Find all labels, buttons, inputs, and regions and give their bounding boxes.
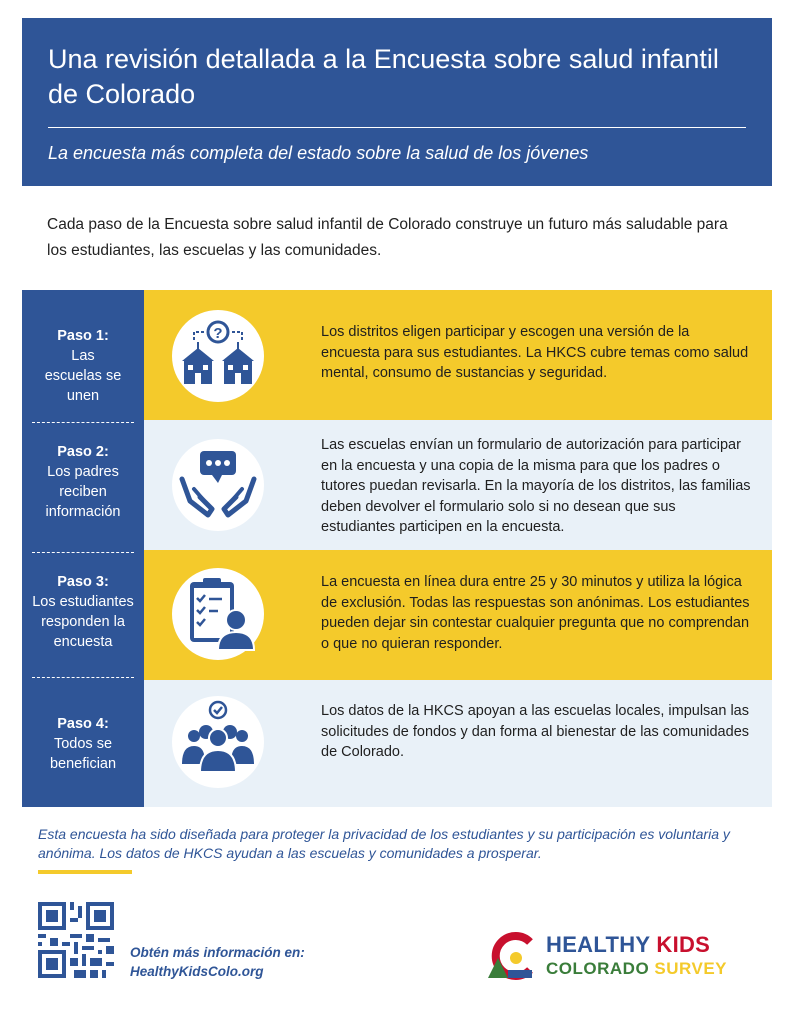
step-1-label xyxy=(22,326,144,406)
steps-section xyxy=(22,290,772,807)
step-4-label xyxy=(22,714,144,774)
hands-message-icon xyxy=(172,439,264,531)
step-divider xyxy=(32,552,134,553)
accent-bar xyxy=(38,870,132,874)
step-2-title: Paso 2: xyxy=(57,444,109,460)
step-2-name: Los padres reciben información xyxy=(45,464,121,520)
step-divider xyxy=(32,422,134,423)
schools-question-icon xyxy=(172,310,264,402)
healthy-kids-logo xyxy=(484,932,744,980)
logo-survey: SURVEY xyxy=(654,959,728,978)
step-3-label xyxy=(22,572,144,652)
step-4-name: Todos se benefician xyxy=(49,736,117,772)
header-divider xyxy=(48,127,746,128)
step-3-title: Paso 3: xyxy=(57,574,109,590)
page-title: Una revisión detallada a la Encuesta sobre salud infantil de Colorado xyxy=(48,44,719,109)
page-subtitle: La encuesta más completa del estado sobre la salud de los jóvenes xyxy=(48,143,589,163)
step-1-name: Las escuelas se unen xyxy=(44,348,122,404)
step-4-description: Los datos de la HKCS apoyan a las escuelas locales, impulsan las solicitudes de fondos y dan forma al bienestar de las comunidades de Colorado. xyxy=(321,703,750,760)
step-2-description: Las escuelas envían un formulario de autorización para participar en la encuesta y una copia de la misma para que los padres o tutores puedan revisarla. En la mayoría de los distritos, las familias deben devolver el formulario solo si no desean que sus estudiantes participen en la encuesta. xyxy=(321,437,751,535)
logo-line-1 xyxy=(546,932,710,958)
step-1-description: Los distritos eligen participar y escogen una versión de la encuesta para sus estudiantes. La HKCS cubre temas como salud mental, consumo de sustancias y seguridad. xyxy=(321,324,749,381)
step-3-description: La encuesta en línea dura entre 25 y 30 minutos y utiliza la lógica de exclusión. Todas las respuestas son anónimas. Los estudiantes pueden dejar sin contestar cualquier pregunta que no comprendan o que no quieran responder. xyxy=(321,574,750,652)
step-3-name: Los estudiantes responden la encuesta xyxy=(32,594,134,650)
logo-colorado: COLORADO xyxy=(546,959,650,978)
logo-healthy: HEALTHY xyxy=(546,932,650,957)
step-1-title: Paso 1: xyxy=(57,328,109,344)
privacy-note: Esta encuesta ha sido diseñada para proteger la privacidad de los estudiantes y su participación es voluntaria y anónima. Los datos de HKCS ayudan a las escuelas y comunidades a prosperar. xyxy=(38,826,730,861)
header-banner xyxy=(22,18,772,186)
more-info-label: Obtén más información en: xyxy=(130,945,305,960)
logo-kids: KIDS xyxy=(656,932,711,957)
step-4-title: Paso 4: xyxy=(57,716,109,732)
svg-text:?: ? xyxy=(213,325,223,342)
step-divider xyxy=(32,677,134,678)
step-2-label xyxy=(22,442,144,522)
clipboard-student-icon xyxy=(172,568,264,660)
intro-paragraph: Cada paso de la Encuesta sobre salud infantil de Colorado construye un futuro más saludable para los estudiantes, las escuelas y las comunidades. xyxy=(47,216,728,259)
website-link[interactable]: HealthyKidsColo.org xyxy=(130,964,264,979)
more-info xyxy=(130,943,305,981)
qr-code[interactable] xyxy=(38,902,114,978)
logo-line-2 xyxy=(546,959,727,979)
community-check-icon xyxy=(172,696,264,788)
colorado-c-logo-icon xyxy=(484,932,540,980)
